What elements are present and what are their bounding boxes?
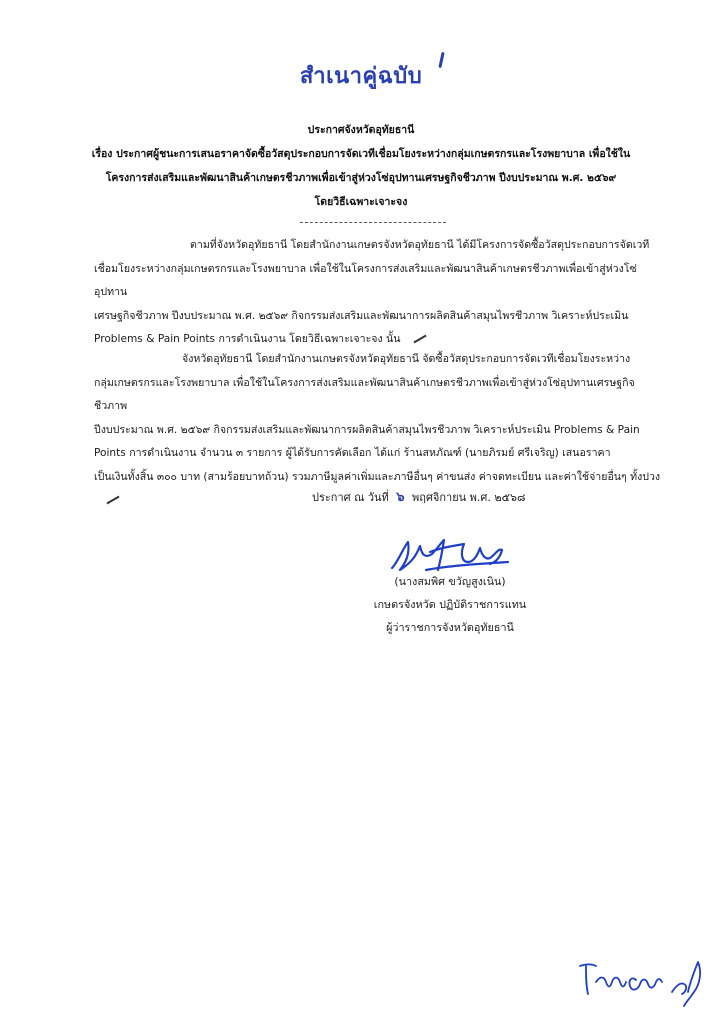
copy-stamp: สำเนาคู่ฉบับ xyxy=(299,64,423,89)
paragraph-1-line-2: เชื่อมโยงระหว่างกลุ่มเกษตรกรและโรงพยาบาล เพื่อใช้ในโครงการส่งเสริมและพัฒนาสินค้าเกษตรชีวภาพเพื่อเข้าสู่ห่วงโซ่อุปทาน xyxy=(94,262,637,298)
paragraph-1-line-1: ตามที่จังหวัดอุทัยธานี โดยสำนักงานเกษตรจังหวัดอุทัยธานี ได้มีโครงการจัดซื้อวัสดุประกอบการจัดเวที xyxy=(190,239,650,251)
signatory-position: เกษตรจังหวัด ปฏิบัติราชการแทน xyxy=(373,598,527,611)
check-slash-mark xyxy=(106,496,119,505)
paragraph-1-line-4: Problems & Pain Points การดำเนินงาน โดยวิธีเฉพาะเจาะจง นั้น xyxy=(94,328,664,352)
announcement-title: ประกาศจังหวัดอุทัยธานี xyxy=(307,124,415,136)
check-slash-mark xyxy=(413,335,426,344)
paragraph-1-line-3: เศรษฐกิจชีวภาพ ปีงบประมาณ พ.ศ. ๒๕๖๙ กิจกรรมส่งเสริมและพัฒนาการผลิตสินค้าสมุนไพรชีวภาพ วิเคราะห์ประเมิน xyxy=(94,309,629,322)
announcement-date: ประกาศ ณ วันที่ ๖ พฤศจิกายน พ.ศ. ๒๕๖๘ xyxy=(312,486,525,507)
paragraph-2-line-5: เป็นเงินทั้งสิ้น ๓๐๐ บาท (สามร้อยบาทถ้วน) รวมภาษีมูลค่าเพิ่มและภาษีอื่นๆ ค่าขนส่ง ค่าจดทะเบียน และค่าใช้จ่ายอื่นๆ ทั้งปวง xyxy=(94,466,664,513)
handwritten-initials xyxy=(576,952,710,1008)
signatory-authority: ผู้ว่าราชการจังหวัดอุทัยธานี xyxy=(386,621,514,634)
signatory-block xyxy=(340,570,560,639)
subject-line-1: เรื่อง ประกาศผู้ชนะการเสนอราคาจัดซื้อวัสดุประกอบการจัดเวทีเชื่อมโยงระหว่างกลุ่มเกษตรกรและโรงพยาบาล เพื่อใช้ใน xyxy=(91,148,631,160)
signatory-name: (นางสมพิศ ขวัญสูงเนิน) xyxy=(394,575,506,588)
subject-line-2: โครงการส่งเสริมและพัฒนาสินค้าเกษตรชีวภาพเพื่อเข้าสู่ห่วงโซ่อุปทานเศรษฐกิจชีวภาพ ปีงบประมาณ พ.ศ. ๒๕๖๙ xyxy=(105,172,617,184)
subject-line-3: โดยวิธีเฉพาะเจาะจง xyxy=(314,196,408,208)
paragraph-2-line-4: Points การดำเนินงาน จำนวน ๓ รายการ ผู้ได้รับการคัดเลือก ได้แก่ ร้านสหภัณฑ์ (นายภิรมย์ ศรีเจริญ) เสนอราคา xyxy=(94,447,611,459)
paragraph-2-line-1: จังหวัดอุทัยธานี โดยสำนักงานเกษตรจังหวัดอุทัยธานี จัดซื้อวัสดุประกอบการจัดเวทีเชื่อมโยงระหว่าง xyxy=(182,353,631,365)
paragraph-2-line-2: กลุ่มเกษตรกรและโรงพยาบาล เพื่อใช้ในโครงการส่งเสริมและพัฒนาสินค้าเกษตรชีวภาพเพื่อเข้าสู่ห่วงโซ่อุปทานเศรษฐกิจชีวภาพ xyxy=(94,376,635,412)
header-divider xyxy=(300,222,446,223)
paragraph-2-line-3: ปีงบประมาณ พ.ศ. ๒๕๖๙ กิจกรรมส่งเสริมและพัฒนาการผลิตสินค้าสมุนไพรชีวภาพ วิเคราะห์ประเมิน Problems & Pain xyxy=(94,423,640,436)
paragraph-1 xyxy=(94,234,664,352)
handwritten-day: ๖ xyxy=(396,490,405,505)
